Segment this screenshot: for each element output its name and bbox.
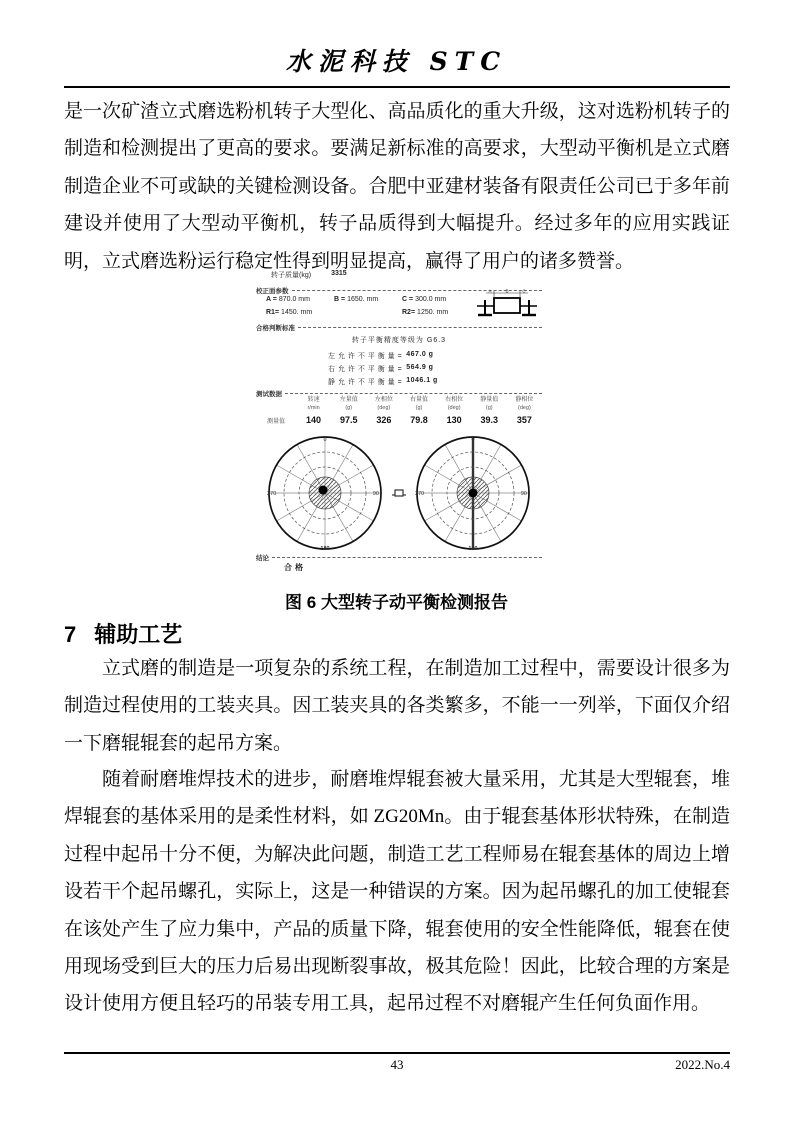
value-static-amount: 39.3 (480, 415, 499, 426)
rotor-mass-label: 转子质量(kg) (271, 272, 312, 279)
section-title: 辅助工艺 (94, 622, 183, 647)
svg-text:A: A (488, 288, 492, 294)
col-header-left-phase: 左相位 (deg) (374, 397, 393, 411)
rotor-mass-row (256, 270, 542, 280)
section-conclusion: 结论 (256, 553, 542, 562)
value-right-phase: 130 (446, 415, 462, 426)
section-paragraph-2: 随着耐磨堆焊技术的进步，耐磨堆焊辊套被大量采用，尤其是大型辊套，堆焊辊套的基体采用的是柔性材料，如 ZG20Mn。由于辊套基体形状特殊，在制造过程中起吊十分不便，为解决此问题，制造工艺工程师易在辊套基体的周边上增设若干个起吊螺孔，实际上，这是一种错误的方案。因为起吊螺孔的加工使辊套在该处产生了应力集中，产品的质量下降，辊套使用的安全性能降低，辊套在使用现场受到巨大的压力后易出现断裂事故，极其危险！因此，比较合理的方案是设计使用方便且轻巧的吊装专用工具，起吊过程不对磨辊产生任何负面作用。 (64, 769, 730, 1015)
param-b-label: B = (334, 296, 346, 303)
section-test-data: 测试数据 (256, 389, 542, 398)
svg-text:270: 270 (267, 491, 277, 497)
footer-rule (64, 1052, 730, 1054)
balance-report-figure (256, 268, 542, 586)
section-correction-plane: 校正面参数 (256, 286, 542, 295)
tolerance-static-value: 1046.1 g (406, 377, 438, 384)
section-criteria: 合格判断标准 (256, 323, 542, 332)
section-number: 7 (64, 622, 77, 647)
intro-paragraph: 是一次矿渣立式磨选粉机转子大型化、高品质化的重大升级，这对选粉机转子的制造和检测提出了更高的要求。要满足新标准的高要求，大型动平衡机是立式磨制造企业不可或缺的关键检测设备。合肥中亚建材装备有限责任公司已于多年前建设并使用了大型动平衡机，转子品质得到大幅提升。经过多年的应用实践证明，立式磨选粉运行稳定性得到明显提高，赢得了用户的诸多赞誉。 (64, 101, 730, 272)
tolerance-left-label: 左 允 许 不 平 衡 量 = (328, 353, 403, 360)
rotor-mini-icon (391, 487, 407, 499)
param-r1-label: R1= (266, 309, 280, 316)
svg-text:B: B (505, 288, 509, 294)
figure-caption: 图 6 大型转子动平衡检测报告 (285, 593, 508, 612)
journal-title: 水泥科技 STC (285, 47, 508, 76)
polar-chart-left (265, 433, 385, 553)
section-paragraph-1: 立式磨的制造是一项复杂的系统工程，在制造加工过程中，需要设计很多为制造过程使用的工装夹具。因工装夹具的各类繁多，不能一一列举，下面仅介绍一下磨辊辊套的起吊方案。 (64, 658, 730, 754)
page-number: 43 (390, 1057, 404, 1072)
col-header-static-amount: 静量值 (g) (480, 397, 499, 411)
conclusion-value: 合格 (284, 563, 306, 572)
tolerance-static (256, 377, 542, 387)
footer (64, 1057, 730, 1077)
unbalance-point-right (469, 489, 478, 498)
param-a-label: A = (266, 296, 277, 303)
section-heading (64, 618, 182, 649)
measured-row-label: 测量值 (266, 418, 285, 425)
value-left-amount: 97.5 (339, 415, 358, 426)
param-row-abc (266, 296, 470, 303)
col-header-left-amount: 左量值 (g) (339, 397, 358, 411)
tolerance-right-label: 右 允 许 不 平 衡 量 = (328, 366, 403, 373)
tolerance-left (256, 351, 542, 361)
param-r2-value: 1250. mm (417, 309, 449, 316)
svg-text:90: 90 (372, 491, 379, 497)
value-speed: 140 (306, 415, 322, 426)
issue-number: 2022.No.4 (675, 1057, 730, 1072)
tolerance-left-value: 467.0 g (406, 351, 434, 358)
value-static-phase: 357 (516, 415, 532, 426)
tolerance-static-label: 静 允 许 不 平 衡 量 = (328, 379, 403, 386)
param-r2-label: R2= (402, 309, 416, 316)
measurement-table (256, 397, 542, 425)
col-header-speed: 转速 r/min (307, 397, 320, 411)
value-left-phase: 326 (376, 415, 392, 426)
param-a-value: 870.0 mm (278, 296, 310, 303)
dashed-leader (298, 327, 542, 328)
param-r1-value: 1450. mm (281, 309, 313, 316)
svg-text:270: 270 (415, 491, 425, 497)
svg-text:0: 0 (471, 437, 475, 443)
param-c-value: 300.0 mm (415, 296, 447, 303)
rotor-schematic-icon (474, 288, 540, 320)
col-header-right-amount: 右量值 (g) (409, 397, 428, 411)
svg-text:90: 90 (520, 491, 527, 497)
svg-text:C: C (522, 288, 526, 294)
svg-text:0: 0 (323, 437, 327, 443)
header-rule (64, 86, 730, 88)
tolerance-right-value: 564.9 g (406, 364, 434, 371)
param-b-value: 1650. mm (347, 296, 379, 303)
svg-text:180: 180 (468, 546, 478, 552)
tolerance-right (256, 364, 542, 374)
polar-chart-right (413, 433, 533, 553)
rotor-mass-value: 3315 (331, 270, 347, 277)
param-row-r1r2 (266, 309, 470, 316)
unbalance-point-left (319, 486, 328, 495)
svg-text:180: 180 (320, 546, 330, 552)
col-header-right-phase: 右相位 (deg) (445, 397, 464, 411)
polar-charts-row (256, 433, 542, 553)
balance-grade-line: 转子平衡精度等级为 G6.3 (351, 337, 447, 344)
dashed-leader (285, 393, 542, 394)
dashed-leader (272, 557, 542, 558)
param-c-label: C = (402, 296, 414, 303)
col-header-static-phase: 静相位 (deg) (515, 397, 534, 411)
value-right-amount: 79.8 (410, 415, 428, 426)
